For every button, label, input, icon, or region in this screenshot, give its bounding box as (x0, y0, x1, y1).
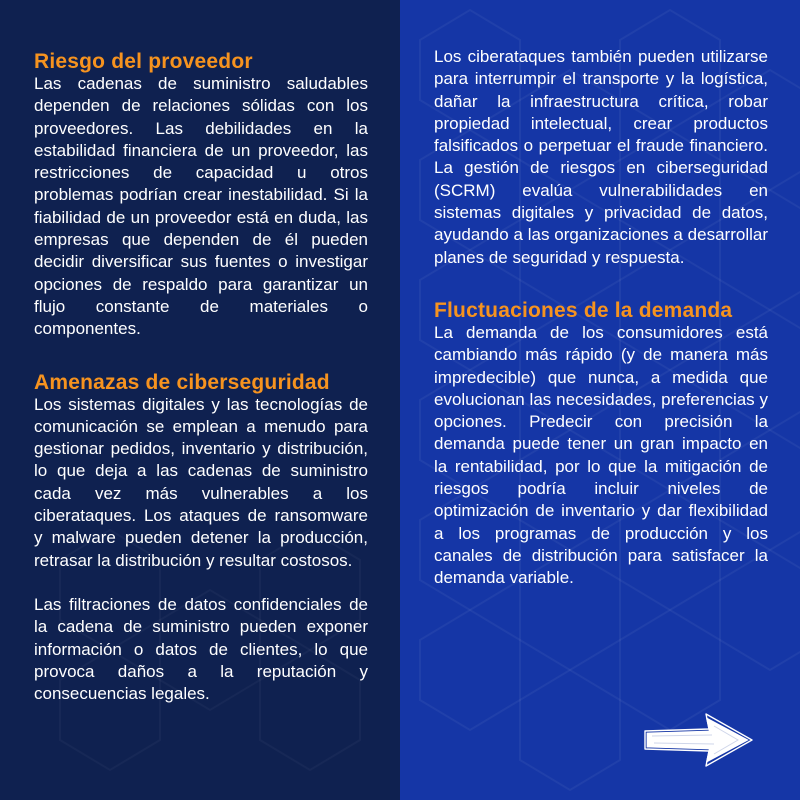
section-paragraph-demand: La demanda de los consumidores está cambiando más rápido (y de manera más impredecible) que nunca, a medida que evolucionan las necesidades, preferencias y opciones. Predecir con precisión la demanda puede tener un gran impacto en la rentabilidad, por lo que la mitigación de riesgos podría incluir niveles de optimización de inventario y dar flexibilidad a los programas de producción y los canales de distribución para satisfacer la demanda variable. (434, 322, 768, 588)
section-heading-demand: Fluctuaciones de la demanda (434, 298, 733, 322)
right-content (434, 46, 768, 590)
section-paragraph-cybersecurity-1: Los sistemas digitales y las tecnologías de comunicación se emplean a menudo para gestionar pedidos, inventario y distribución, lo que deja a las cadenas de suministro cada vez más vulnerables a los ciberataques. Los ataques de ransomware y malware pueden detener la producción, retrasar la distribución y resultar costosos. (34, 394, 368, 570)
left-content (34, 50, 368, 705)
arrow-right-icon[interactable] (642, 712, 754, 768)
section-paragraph-cybersecurity-2: Las filtraciones de datos confidenciales de la cadena de suministro pueden exponer información o datos de clientes, lo que provoca daños a la reputación y consecuencias legales. (34, 594, 368, 704)
section-paragraph-supplier-risk: Las cadenas de suministro saludables dependen de relaciones sólidas con los proveedores. Las debilidades en la estabilidad financiera de un proveedor, las restricciones de capacidad u otros problemas podrían crear inestabilidad. Si la fiabilidad de un proveedor está en duda, las empresas que dependen de él pueden decidir diversificar sus fuentes o investigar opciones de respaldo para garantizar un flujo constante de materiales o componentes. (34, 74, 368, 339)
section-heading-supplier-risk: Riesgo del proveedor (34, 50, 253, 73)
cyber-continuation-paragraph: Los ciberataques también pueden utilizarse para interrumpir el transporte y la logística, dañar la infraestructura crítica, robar propiedad intelectual, crear productos falsificados o perpetuar el fraude financiero. La gestión de riesgos en ciberseguridad (SCRM) evalúa vulnerabilidades en sistemas digitales y privacidad de datos, ayudando a las organizaciones a desarrollar planes de seguridad y respuesta. (434, 47, 768, 267)
section-heading-cybersecurity: Amenazas de ciberseguridad (34, 370, 330, 394)
right-column (400, 0, 800, 800)
